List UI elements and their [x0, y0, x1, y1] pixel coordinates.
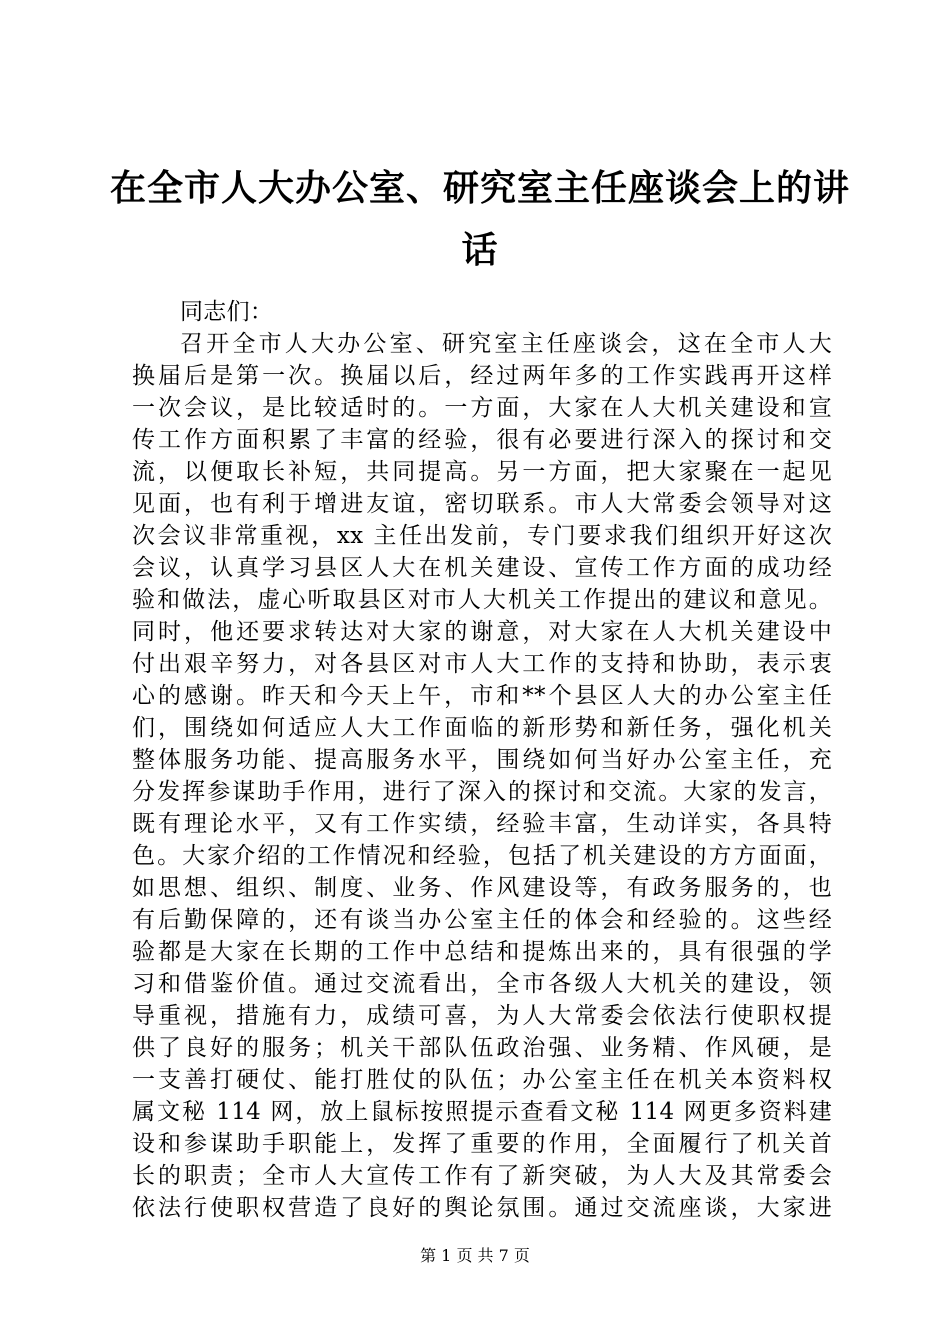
- body-line: 会议，认真学习县区人大在机关建设、宣传工作方面的成功经: [132, 555, 832, 581]
- body-line: 有后勤保障的，还有谈当办公室主任的体会和经验的。这些经: [132, 907, 832, 933]
- body-line: 一次会议，是比较适时的。一方面，大家在人大机关建设和宣: [132, 395, 832, 421]
- document-title-line2: 话: [461, 229, 499, 271]
- body-line: 们，围绕如何适应人大工作面临的新形势和新任务，强化机关: [132, 715, 832, 741]
- body-line: 既有理论水平，又有工作实绩，经验丰富，生动详实，各具特: [132, 811, 832, 837]
- body-line: 长的职责；全市人大宣传工作有了新突破，为人大及其常委会: [132, 1163, 832, 1189]
- document-body: [132, 296, 832, 1224]
- document-title-line1: 在全市人大办公室、研究室主任座谈会上的讲: [109, 167, 850, 209]
- page-footer: 第 1 页 共 7 页: [420, 1246, 530, 1265]
- body-line: 验和做法，虚心听取县区对市人大机关工作提出的建议和意见。: [132, 587, 832, 613]
- body-line: 召开全市人大办公室、研究室主任座谈会，这在全市人大: [180, 331, 832, 357]
- body-line: 依法行使职权营造了良好的舆论氛围。通过交流座谈，大家进: [132, 1195, 832, 1221]
- body-line: 属文秘 114 网，放上鼠标按照提示查看文秘 114 网更多资料建: [132, 1099, 832, 1125]
- body-line: 如思想、组织、制度、业务、作风建设等，有政务服务的，也: [132, 875, 832, 901]
- body-line: 次会议非常重视，xx 主任出发前，专门要求我们组织开好这次: [132, 523, 832, 549]
- body-line: 一支善打硬仗、能打胜仗的队伍；办公室主任在机关本资料权: [132, 1067, 832, 1093]
- body-line: 验都是大家在长期的工作中总结和提炼出来的，具有很强的学: [132, 939, 832, 965]
- body-line: 色。大家介绍的工作情况和经验，包括了机关建设的方方面面，: [132, 843, 832, 869]
- body-line: 同时，他还要求转达对大家的谢意，对大家在人大机关建设中: [132, 619, 832, 645]
- body-line: 供了良好的服务；机关干部队伍政治强、业务精、作风硬，是: [132, 1035, 832, 1061]
- greeting: 同志们：: [180, 299, 274, 325]
- body-line: 流，以便取长补短，共同提高。另一方面，把大家聚在一起见: [132, 459, 832, 485]
- body-line: 心的感谢。昨天和今天上午，市和**个县区人大的办公室主任: [132, 683, 832, 709]
- body-line: 付出艰辛努力，对各县区对市人大工作的支持和协助，表示衷: [132, 651, 832, 677]
- body-line: 导重视，措施有力，成绩可喜，为人大常委会依法行使职权提: [132, 1003, 832, 1029]
- body-line: 习和借鉴价值。通过交流看出，全市各级人大机关的建设，领: [132, 971, 832, 997]
- body-line: 设和参谋助手职能上，发挥了重要的作用，全面履行了机关首: [132, 1131, 832, 1157]
- body-line: 传工作方面积累了丰富的经验，很有必要进行深入的探讨和交: [132, 427, 832, 453]
- body-line: 整体服务功能、提高服务水平，围绕如何当好办公室主任，充: [132, 747, 832, 773]
- body-line: 分发挥参谋助手作用，进行了深入的探讨和交流。大家的发言，: [132, 779, 832, 805]
- body-line: 见面，也有利于增进友谊，密切联系。市人大常委会领导对这: [132, 491, 832, 517]
- body-line: 换届后是第一次。换届以后，经过两年多的工作实践再开这样: [132, 363, 832, 389]
